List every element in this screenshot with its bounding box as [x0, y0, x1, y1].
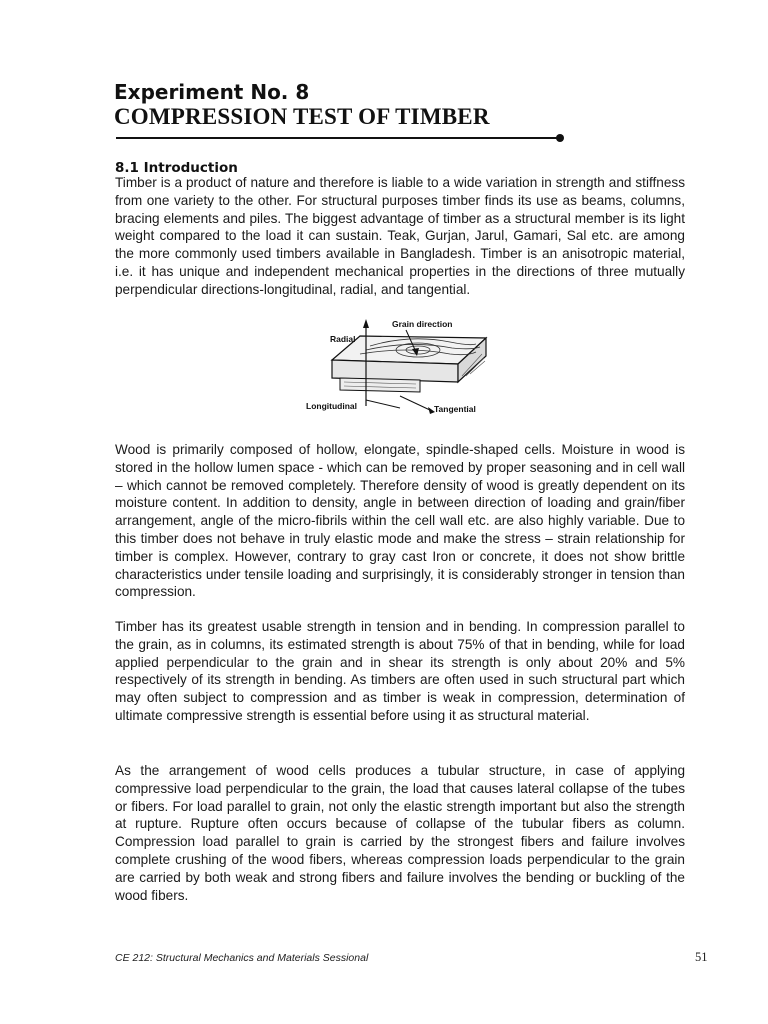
paragraph-strength: Timber has its greatest usable strength in tension and in bending. In compression parallel to the grain, as in columns, its estimated strength is about 75% of that in bending, while for load applied perpendicular to the grain and in shear its strength is only about 20% and 5% respectively of its strength in bending. As timbers are often used in such structural part which may often subject to compression and as timber is weak in compression, determination of ultimate compressive strength is essential before using it as structural material.	[115, 619, 685, 723]
timber-block-diagram	[300, 316, 500, 418]
timber-directions-figure	[300, 316, 500, 418]
section-heading: 8.1 Introduction	[115, 160, 238, 176]
footer-course: CE 212: Structural Mechanics and Materials Sessional	[115, 952, 369, 964]
paragraph-intro: Timber is a product of nature and therefore is liable to a wide variation in strength and stiffness from one variety to the other. For structural purposes timber finds its use as beams, columns, bracing elements and piles. The biggest advantage of timber as a structural member is its light weight compared to the load it can sustain. Teak, Gurjan, Jarul, Gamari, Sal etc. are among the more commonly used timbers available in Bangladesh. Timber is an anisotropic material, i.e. it has unique and independent mechanical properties in the directions of three mutually perpendicular directions-longitudinal, radial, and tangential.	[115, 175, 685, 297]
paragraph-moisture: Wood is primarily composed of hollow, elongate, spindle-shaped cells. Moisture in wood is stored in the hollow lumen space - which can be removed by proper seasoning and in cell wall – which cannot be removed completely. Therefore density of wood is greatly dependent on its moisture content. In addition to density, angle in between direction of loading and grain/fiber arrangement, angle of the micro-fibrils within the cell wall etc. are also highly variable. Due to this timber does not behave in truly elastic mode and make the stress – strain relationship for timber is complex. However, contrary to gray cast Iron or concrete, it does not show brittle characteristics under tensile loading and surprisingly, it is considerably stronger in tension than compression.	[115, 442, 685, 600]
experiment-number: Experiment No. 8	[114, 80, 310, 104]
label-radial: Radial	[330, 334, 356, 344]
page-title: COMPRESSION TEST OF TIMBER	[114, 104, 490, 129]
label-grain-direction: Grain direction	[392, 319, 453, 329]
label-longitudinal: Longitudinal	[306, 401, 357, 411]
label-tangential: Tangential	[434, 404, 476, 414]
title-rule	[116, 137, 562, 139]
paragraph-failure: As the arrangement of wood cells produces a tubular structure, in case of applying compressive load perpendicular to the grain, the load that causes lateral collapse of the tubes or fibers. For load parallel to grain, not only the elastic strength important but also the strength at rupture. Rupture often occurs because of collapse of the tubular fibers as column. Compression load parallel to grain is carried by the strongest fibers and failure involves complete crushing of the wood fibers, whereas compression loads perpendicular to the grain are carried by both weak and strong fibers and failure involves the bending or buckling of the wood fibers.	[115, 763, 685, 903]
page-number: 51	[695, 950, 708, 964]
title-rule-dot	[556, 134, 564, 142]
